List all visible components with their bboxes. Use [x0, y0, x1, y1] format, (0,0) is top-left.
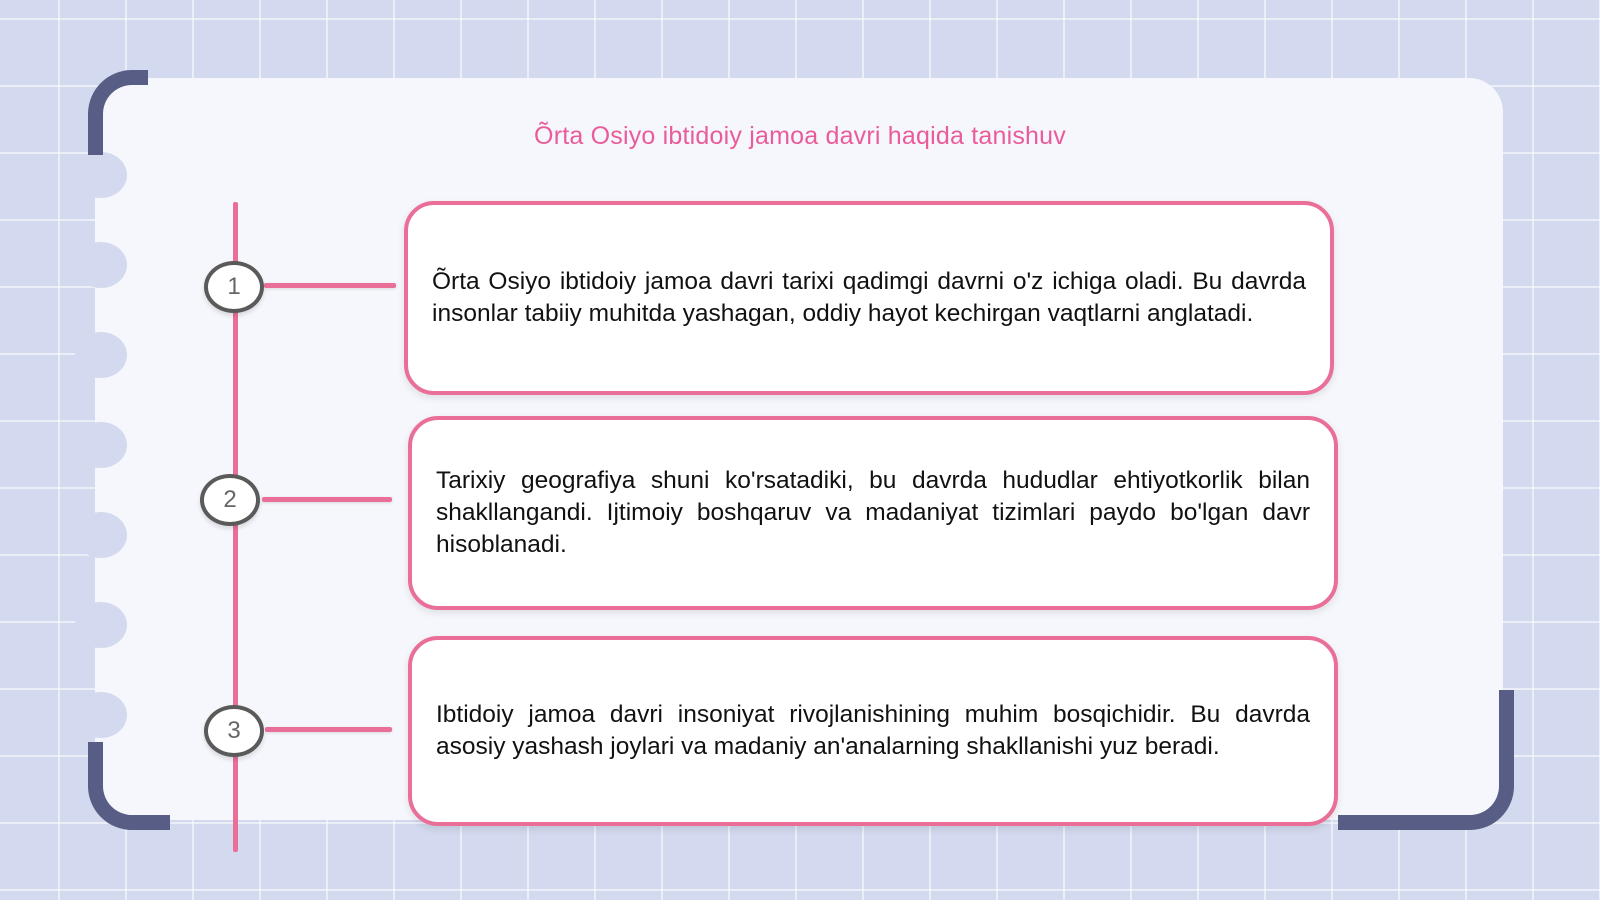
timeline-connector-2 — [262, 497, 392, 502]
timeline-connector-1 — [264, 283, 396, 288]
notebook-notch — [75, 242, 127, 288]
step-number-1: 1 — [204, 261, 264, 313]
info-box-2 — [408, 416, 1338, 610]
corner-bracket-bottom-left — [88, 742, 170, 830]
notebook-notch — [75, 152, 127, 198]
step-number-2: 2 — [200, 474, 260, 526]
info-box-1-text: Õrta Osiyo ibtidoiy jamoa davri tarixi qadimgi davrni o'z ichiga oladi. Bu davrda insonlar tabiiy muhitda yashagan, oddiy hayot kechirgan vaqtlarni anglatadi. — [432, 268, 1306, 327]
notebook-notch — [75, 692, 127, 738]
page-title: Õrta Osiyo ibtidoiy jamoa davri haqida tanishuv — [534, 122, 1066, 150]
timeline-connector-3 — [265, 727, 392, 732]
notebook-notch — [75, 602, 127, 648]
notebook-notch — [75, 422, 127, 468]
info-box-3-text: Ibtidoiy jamoa davri insoniyat rivojlanishining muhim bosqichidir. Bu davrda asosiy yashash joylari va madaniy an'analarning shakllanishi yuz beradi. — [436, 701, 1310, 760]
step-number-3: 3 — [204, 705, 264, 757]
notebook-notch — [75, 512, 127, 558]
info-box-2-text: Tarixiy geografiya shuni ko'rsatadiki, bu davrda hududlar ehtiyotkorlik bilan shakllangandi. Ijtimoiy boshqaruv va madaniyat tizimlari paydo bo'lgan davr hisoblanadi. — [436, 467, 1310, 558]
corner-bracket-bottom-right — [1338, 690, 1514, 830]
info-box-1 — [404, 201, 1334, 395]
info-box-3 — [408, 636, 1338, 826]
corner-bracket-top-left — [88, 70, 148, 155]
notebook-notch — [75, 332, 127, 378]
